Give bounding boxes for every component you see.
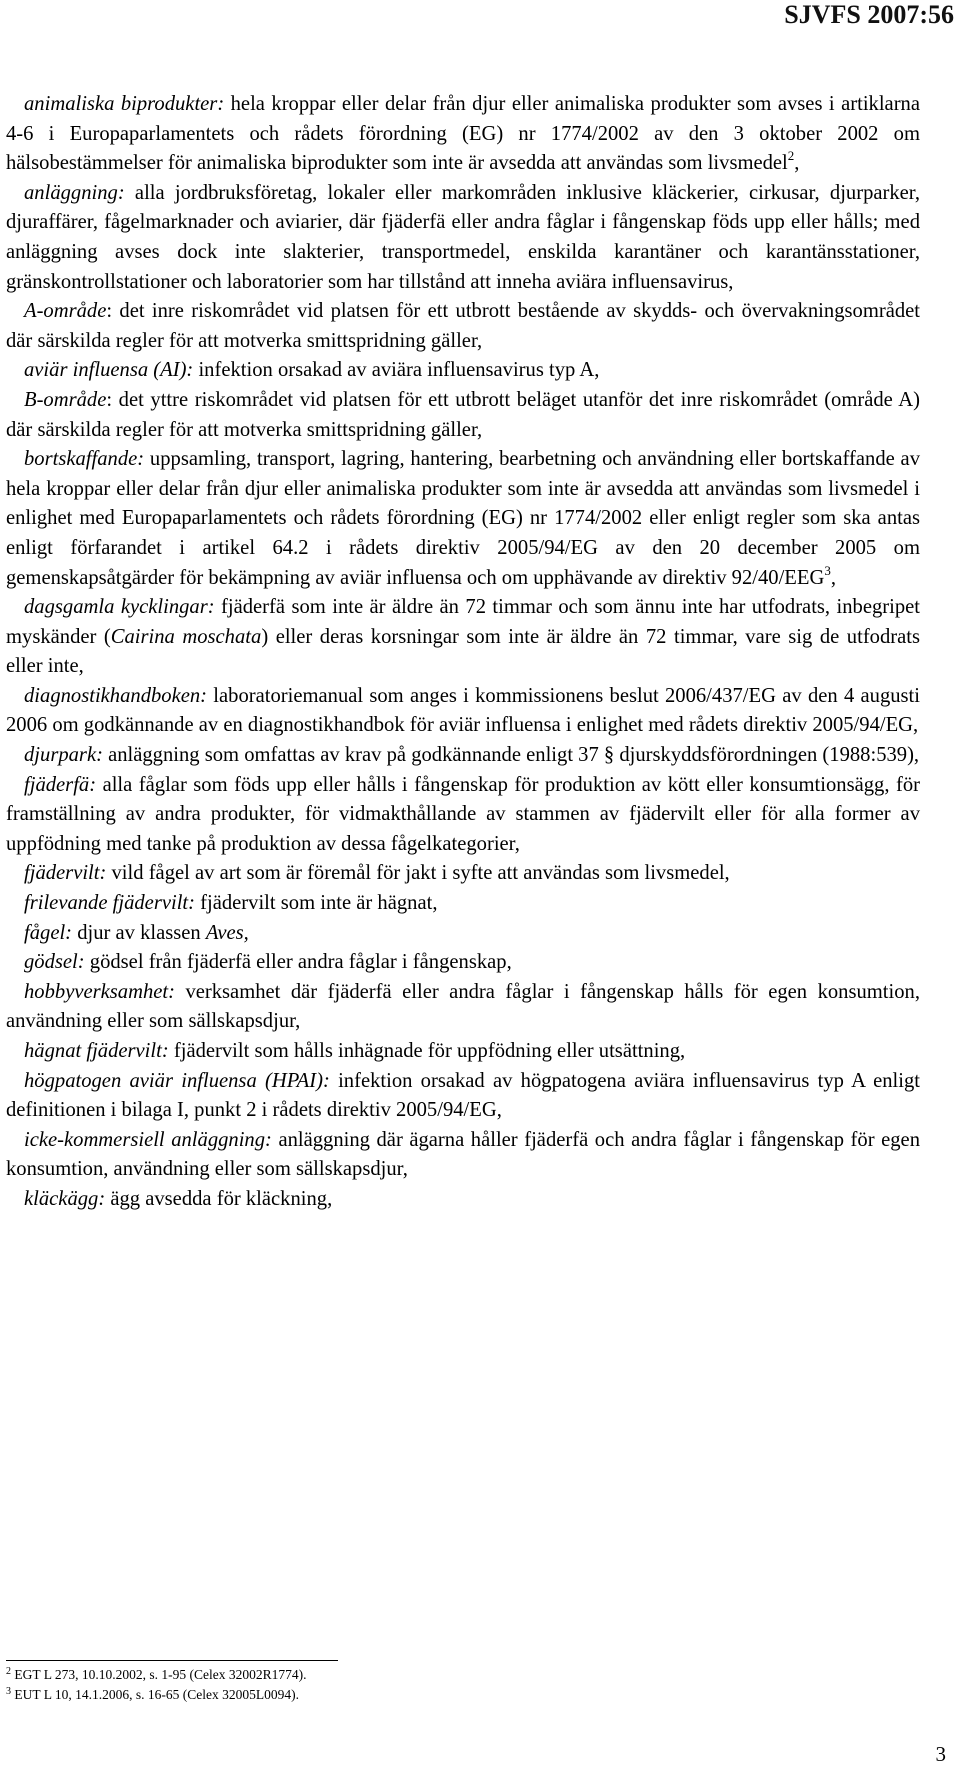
- definition-term: animaliska biprodukter:: [24, 93, 225, 115]
- definition-text: laboratoriemanual som anges i kommissionens beslut 2006/437/EG av den 4 augusti 2006 om godkännande av en diagnostikhandbok för aviär influensa i enlighet med rådets direktiv 2005/94/EG,: [6, 684, 920, 737]
- definition-text-tail: ,: [794, 152, 800, 175]
- definition-text-tail: ,: [830, 566, 836, 589]
- definition-text: infektion orsakad av högpatogena aviära influensavirus typ A enligt definitionen i bilaga I, punkt 2 i rådets direktiv 2005/94/EG,: [6, 1069, 920, 1122]
- definition-term: aviär influensa (AI):: [24, 359, 194, 382]
- definition-item: [6, 356, 920, 386]
- definition-text: ägg avsedda för kläckning,: [105, 1187, 333, 1210]
- document-id: SJVFS 2007:56: [784, 0, 954, 29]
- definition-term: dagsgamla kycklingar:: [24, 596, 215, 619]
- definition-item: [6, 593, 920, 682]
- definition-text-tail: ) eller deras korsningar som inte är äldre än 72 timmar, vare sig de utfodrats eller inte,: [6, 625, 920, 678]
- definition-item: [6, 859, 920, 889]
- definition-text: fjädervilt som inte är hägnat,: [195, 892, 438, 915]
- footnote: [6, 1665, 306, 1685]
- definition-text: fjäderfä som inte är äldre än 72 timmar och som ännu inte har utfodrats, inbegripet myskänder (: [6, 596, 920, 648]
- definition-text: gödsel från fjäderfä eller andra fåglar i fångenskap,: [84, 951, 512, 974]
- definition-term: anläggning:: [24, 181, 125, 204]
- page-number: 3: [935, 1742, 946, 1766]
- footnote-number: 3: [6, 1686, 11, 1697]
- definition-term: diagnostikhandboken:: [24, 684, 208, 707]
- definition-text: verksamhet där fjäderfä eller andra fåglar i fångenskap hålls för egen konsumtion, användning eller som sällskapsdjur,: [6, 980, 920, 1033]
- definition-item: [6, 297, 920, 356]
- definition-text: infektion orsakad av aviära influensavirus typ A,: [193, 359, 600, 382]
- definition-item: [6, 978, 920, 1037]
- definition-item: [6, 948, 920, 978]
- footnote-reference: 3: [824, 562, 831, 578]
- footnote-text: EGT L 273, 10.10.2002, s. 1-95 (Celex 32002R1774).: [11, 1667, 307, 1682]
- footnote-text: EUT L 10, 14.1.2006, s. 16-65 (Celex 32005L0094).: [11, 1687, 299, 1702]
- definition-item: [6, 741, 920, 771]
- definition-text: anläggning som omfattas av krav på godkännande enligt 37 § djurskyddsförordningen (1988:539),: [102, 744, 920, 767]
- definition-term: bortskaffande:: [24, 448, 145, 471]
- footnote-number: 2: [6, 1666, 11, 1677]
- definition-text: : det yttre riskområdet vid platsen för ett utbrott beläget utanför det inre riskområdet (område A) där särskilda regler för att motverka smittspridning gäller,: [6, 388, 920, 441]
- definition-term: fjäderfä:: [24, 773, 97, 796]
- definition-item: [6, 1037, 920, 1067]
- definition-term: gödsel:: [24, 951, 85, 974]
- definition-item: [6, 445, 920, 593]
- footnotes: [6, 1665, 306, 1705]
- definition-term: hägnat fjädervilt:: [24, 1040, 169, 1062]
- definition-item: [6, 90, 920, 179]
- definitions-list: [6, 90, 920, 1215]
- definition-term: A-område: [24, 300, 107, 323]
- footnote-divider: [6, 1660, 338, 1661]
- definition-term: B-område: [24, 388, 107, 411]
- definition-text: hela kroppar eller delar från djur eller animaliska produkter som avses i artiklarna 4-6 i Europaparlamentets och rådets förordning (EG) nr 1774/2002 av den 3 oktober 2002 om hälsobestämmelser för animaliska biprodukter som inte är avsedda att användas som livsmedel: [6, 93, 920, 175]
- definition-text: fjädervilt som hålls inhägnade för uppfödning eller utsättning,: [168, 1040, 686, 1062]
- definition-term: hobbyverksamhet:: [24, 980, 175, 1003]
- definition-item: [6, 1126, 920, 1185]
- footnote: [6, 1685, 306, 1705]
- definition-text: djur av klassen: [72, 921, 206, 944]
- footnote-reference: 2: [787, 148, 795, 164]
- definition-item: [6, 919, 920, 949]
- definition-term: högpatogen aviär influensa (HPAI):: [24, 1069, 330, 1092]
- definition-term: fågel:: [24, 921, 73, 944]
- definition-text: alla jordbruksföretag, lokaler eller markområden inklusive kläckerier, cirkusar, djurparker, djuraffärer, fågelmarknader och aviarier, där fjäderfä eller andra fåglar i fångenskap föds upp eller hålls; med anläggning avses dock inte slakterier, transportmedel, enskilda karantäner och karantänsstationer, gränskontrollstationer och laboratorier som har tillstånd att inneha aviära influensavirus,: [6, 181, 920, 293]
- definition-italic-text: Aves,: [205, 921, 249, 944]
- definition-term: djurpark:: [24, 744, 103, 767]
- definition-term: kläckägg:: [24, 1187, 106, 1210]
- definition-text: : det inre riskområdet vid platsen för ett utbrott bestående av skydds- och övervakningsområdet där särskilda regler för att motverka smittspridning gäller,: [6, 300, 920, 352]
- definition-term: icke-kommersiell anläggning:: [24, 1128, 272, 1151]
- definition-text: anläggning där ägarna håller fjäderfä och andra fåglar i fångenskap för egen konsumtion, användning eller som sällskapsdjur,: [6, 1128, 920, 1181]
- definition-item: [6, 1067, 920, 1126]
- definition-item: [6, 889, 920, 919]
- definition-item: [6, 179, 920, 297]
- definition-text: alla fåglar som föds upp eller hålls i fångenskap för produktion av kött eller konsumtionsägg, för framställning av andra produkter, för vidmakthållande av stammen av fjädervilt eller för alla former av uppfödning med tanke på produktion av dessa fågelkategorier,: [6, 773, 920, 855]
- definition-item: [6, 682, 920, 741]
- definition-item: [6, 1185, 920, 1215]
- definition-term: fjädervilt:: [24, 862, 107, 885]
- definition-text: uppsamling, transport, lagring, hantering, bearbetning och användning eller bortskaffande av hela kroppar eller delar från djur eller animaliska produkter som inte är avsedda att användas som livsmedel i enlighet med Europaparlamentets och rådets förordning (EG) nr 1774/2002 eller enligt regler som ska antas enligt förfarandet i artikel 64.2 i rådets direktiv 2005/94/EG av den 20 december 2005 om gemenskapsåtgärder för bekämpning av aviär influensa och om upphävande av direktiv 92/40/EEG: [6, 448, 920, 589]
- definition-text: vild fågel av art som är föremål för jakt i syfte att användas som livsmedel,: [106, 862, 730, 885]
- definition-italic-text: Cairina moschata: [110, 625, 262, 648]
- definition-item: [6, 771, 920, 860]
- definition-item: [6, 386, 920, 445]
- definition-term: frilevande fjädervilt:: [24, 892, 195, 915]
